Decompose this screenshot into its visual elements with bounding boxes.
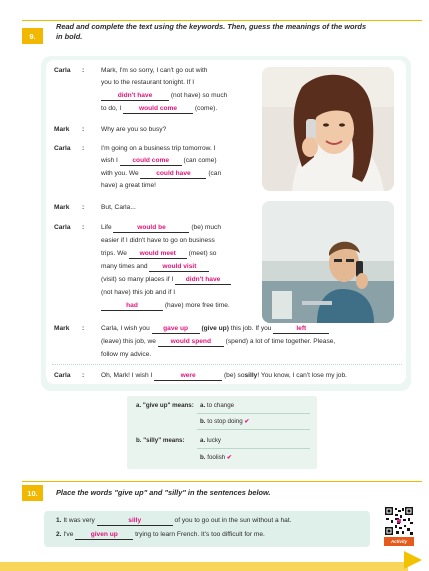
woman-on-phone-photo [262,67,394,191]
answer-blank[interactable]: would visit [149,263,209,272]
dialog-line: have) a great time! [101,182,156,189]
meaning-option[interactable]: a. lucky [200,437,222,444]
section-9-number: 9. [22,28,43,44]
section-10-instruction: Place the words "give up" and "silly" in the sentences below. [56,488,271,497]
colon: : [82,145,85,152]
colon: : [82,67,85,74]
colon: : [82,372,85,379]
qr-code-icon[interactable] [384,506,414,536]
answer-blank[interactable]: silly [97,517,173,526]
dialog-line: had (have) more free time. [101,302,230,311]
section-10-number: 10. [22,485,43,501]
check-icon: ✔ [226,454,233,461]
meaning-question-2: b. "silly" means: [136,437,185,444]
check-icon: ✔ [244,418,250,425]
colon: : [82,325,85,332]
answer-blank[interactable]: would meet [129,250,187,259]
dialog-line: to do, I would come (come). [101,105,218,112]
dialog-line: I'm going on a business trip tomorrow. I [101,145,216,152]
answer-blank[interactable]: didn't have [175,276,231,285]
dialog-line: Mark, I'm so sorry, I can't go out with [101,67,208,74]
speaker-mark: Mark [54,126,70,133]
dialog-line: wish I could come (can come) [101,157,217,164]
dialog-line: follow my advice. [101,351,152,358]
answer-blank[interactable]: gave up [152,325,200,334]
meaning-question-1: a. "give up" means: [136,402,194,409]
dialog-line: easier if I didn't have to go on business [101,237,215,244]
activity-label: Activity [384,537,414,546]
answer-blank[interactable]: would come [123,105,193,114]
dialog-line: But, Carla... [101,204,136,211]
man-on-phone-photo [262,201,394,323]
answer-blank[interactable]: had [101,302,163,311]
bottom-bar [0,562,408,571]
dialog-line: you to the restaurant tonight. If I [101,79,195,86]
colon: : [82,126,85,133]
speaker-carla: Carla [54,224,71,231]
meaning-option[interactable]: a. to change [200,402,235,409]
colon: : [82,204,85,211]
dialog-line: didn't have (not have) so much [101,92,227,101]
speaker-carla: Carla [54,372,71,379]
speaker-carla: Carla [54,67,71,74]
meaning-option-selected[interactable]: b. to stop doing ✔ [200,418,250,425]
answer-blank[interactable]: would be [113,224,189,233]
answer-blank[interactable]: left [273,325,329,334]
dialog-line: (visit) so many places if I didn't have [101,276,231,285]
speaker-mark: Mark [54,325,70,332]
answer-blank[interactable]: didn't have [101,92,169,101]
dialog-line: Why are you so busy? [101,126,167,133]
answer-blank[interactable]: could come [120,157,182,166]
dialog-line: Life would be (be) much [101,224,222,231]
meaning-divider [197,448,310,449]
dialog-line: Oh, Mark! I wish I were (be) sosilly! You know, I can't lose my job. [101,372,347,379]
dialog-line: (not have) this job and if I [101,289,176,296]
sentence-1: 1. It was very silly of you to go out in the sun without a hat. [56,517,292,524]
colon: : [82,224,85,231]
arrow-right-icon [404,551,422,569]
dialog-line: (leave) this job, we would spend (spend) a lot of time together. Please, [101,338,336,345]
answer-blank[interactable]: would spend [158,338,224,347]
dialog-line: many times and would visit [101,263,209,272]
answer-blank[interactable]: could have [140,170,206,179]
meaning-divider [197,413,310,414]
speaker-mark: Mark [54,204,70,211]
meaning-option-selected[interactable]: b. foolish ✔ [200,454,233,461]
answer-blank[interactable]: were [154,372,222,381]
dialog-line: trips. We would meet (meet) so [101,250,217,257]
section-9-instruction: Read and complete the text using the keywords. Then, guess the meanings of the words in bold. [56,22,367,41]
dialog-line: Carla, I wish you gave up (give up) this job. If you left [101,325,329,334]
meaning-divider [197,429,310,430]
answer-blank[interactable]: given up [75,531,133,540]
speaker-carla: Carla [54,145,71,152]
dialog-divider [52,364,402,365]
sentence-2: 2. I've given up trying to learn French. It's too difficult for me. [56,531,265,538]
dialog-line: with you. We could have (can [101,170,222,177]
